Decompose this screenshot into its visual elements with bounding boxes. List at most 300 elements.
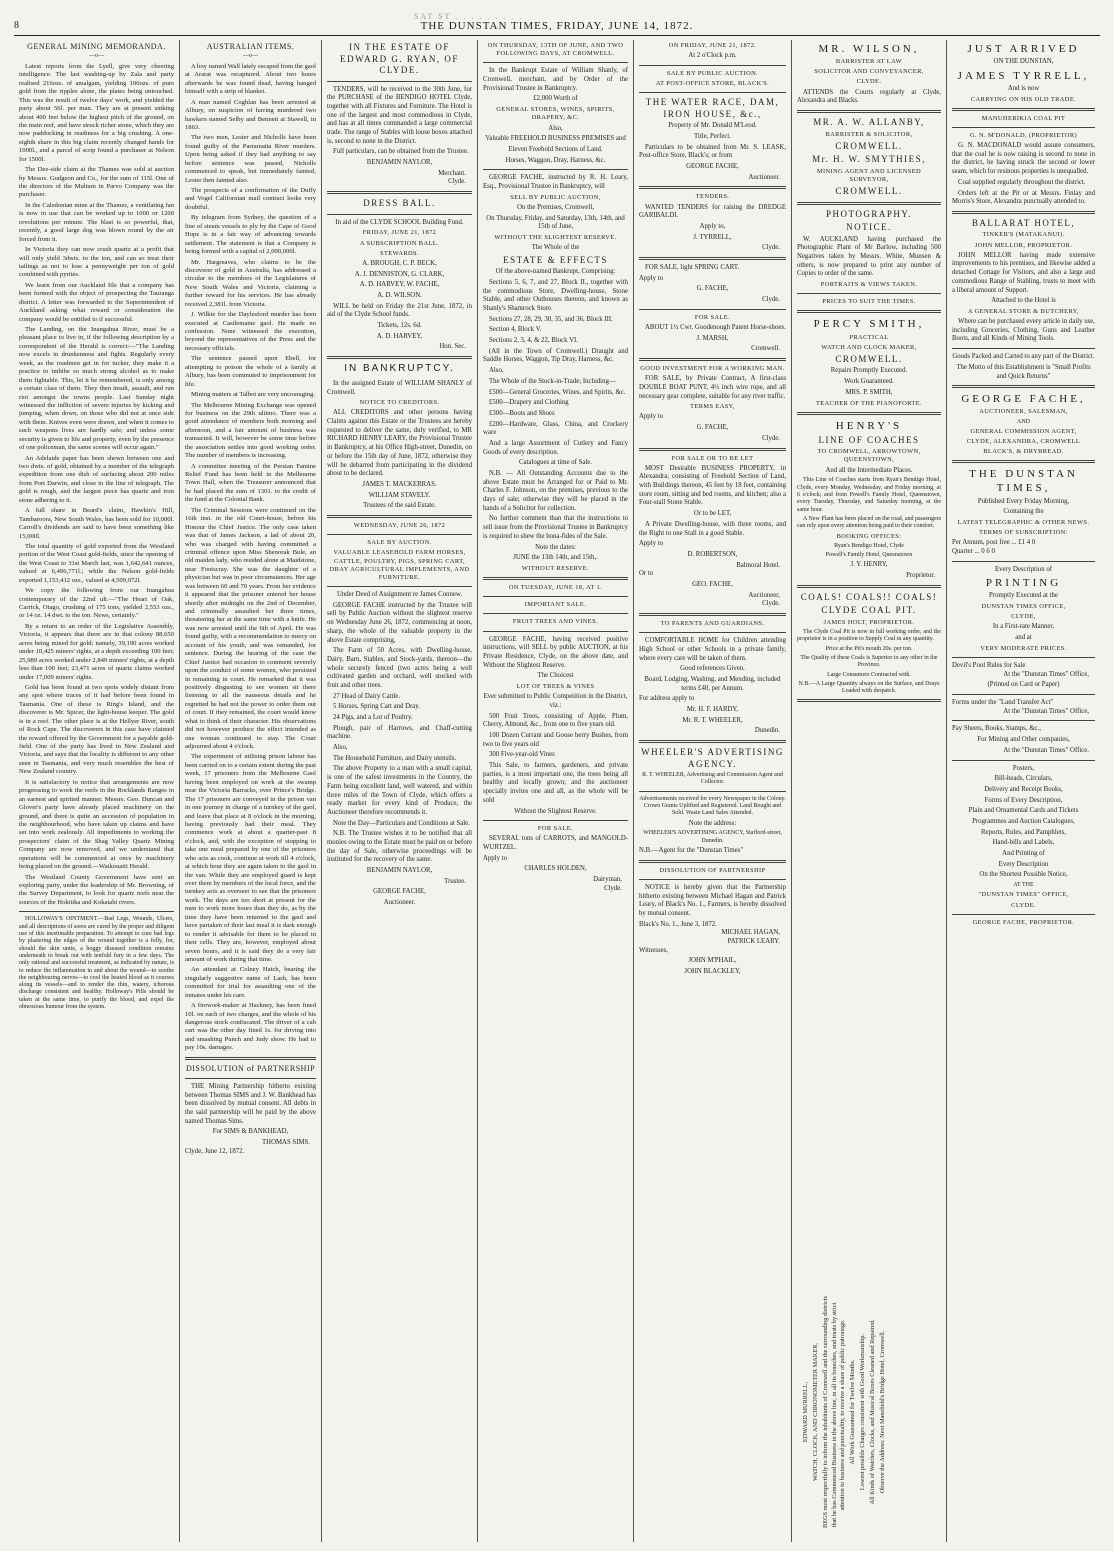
thursday-heading: ON THURSDAY, 13TH OF JUNE, AND TWO FOLLOWING DAYS, AT CROMWELL. bbox=[487, 42, 624, 58]
paragraph: Gold has been found at two spots widely distant from any spot where traces of it had before been found in Tasmania. One of these is Ring's Island, and the discoverer is Mr. Spicer, the light-house keeper. The gold is in a reef. The other place is at the Hellyer River, south of Rock Cape. The discoverers in this case have claimed the reward offered by the Government for a payable gold-field. One of the party has lived in New Zealand and Victoria, and says that the locality is different to any other seen in Tasmania, and very much resembles the best of New Zealand country. bbox=[19, 683, 174, 776]
divider bbox=[185, 1078, 316, 1079]
column-professional bbox=[792, 40, 947, 1542]
divider bbox=[639, 309, 786, 310]
catalogues: Catalogues at time of Sale. bbox=[518, 459, 593, 467]
printing: PRINTING bbox=[985, 577, 1062, 590]
paragraph: The experiment of utilising prison labour has been carried on to a certain extent during the past week, 17 prisoners from the Melbourne Gaol having been employed on work at the swamp near the Victoria Barracks, over Prince's Bridge. The 17 prisoners are conveyed in the prison van in one journey in charge of a turnkey of the gaol, and leave that place at 8 o'clock in the morning, having previously had their meal. They commence work at about a quarter-past 8 o'clock, and, with the exception of stopping to take one meal prepared by one of the prisoners who acts as cook, continue at work till 4 o'clock, at which hour they are again taken to the gaol in the van. While they are employed guard is kept over them by members of the local force, and the turnkey acts as overseer to see that the prisoners work. The days are too short at present for the men to work more hours than they do, as by the time they have been returned to the gaol and have partaken of their last meal it is dark enough to render it advisable for them to be placed in their cells. They are, however, employed about seven hours, and it is said they do a very fair amount of work during that time. bbox=[185, 753, 316, 963]
photography: PHOTOGRAPHY. bbox=[826, 208, 912, 219]
divider bbox=[639, 879, 786, 880]
divider bbox=[797, 585, 941, 588]
fruit-text: GEORGE FACHE, having received positive instructions, will SELL by public AUCTION, at his Private Residence, Clyde, on the above date, and Without the Slightest Reserve. bbox=[483, 635, 628, 669]
sale-let: FOR SALE OR TO BE LET bbox=[671, 454, 754, 462]
store: A GENERAL STORE & BUTCHERY, bbox=[968, 307, 1079, 315]
signature: Clyde. bbox=[448, 178, 466, 186]
nb-coal: N.B.—A Large Quantity always on the Surface, and Drays Loaded with despatch. bbox=[798, 680, 940, 695]
printing-item: Reports, Rules, and Pamphlets, bbox=[981, 828, 1066, 836]
dateline: Clyde, June 12, 1872. bbox=[185, 1147, 245, 1155]
percy-smith: PERCY SMITH, bbox=[813, 318, 925, 331]
orders: Orders left at the Pit or at Messrs. Finlay and Morris's Store, Alexandra punctually attended to. bbox=[952, 189, 1095, 206]
section-item: Sections 5, 6, 7, and 27, Block II., together with the commodious Store, Dwelling-house, Stone Stable, and other Outhouses thereon, and known as Shanly's Shamrock Store. bbox=[483, 278, 628, 313]
signature: Proprietor. bbox=[906, 572, 935, 580]
divider bbox=[797, 412, 941, 415]
divider bbox=[952, 720, 1095, 721]
sell-public: SELL BY PUBLIC AUCTION, bbox=[510, 193, 601, 201]
prices: PRICES TO SUIT THE TIMES. bbox=[822, 298, 916, 306]
signature: G. FACHE, bbox=[696, 285, 729, 293]
murrell-line: All Work Guaranteed for Twelve Months. bbox=[848, 1359, 856, 1465]
ever: Ever submitted to Public Competition in the District, viz.: bbox=[483, 693, 628, 709]
on-premises: On the Premises, Cromwell, bbox=[517, 203, 594, 211]
divider bbox=[327, 81, 472, 82]
bankruptcy-estate: In the assigned Estate of WILLIAM SHANLY of Cromwell. bbox=[327, 379, 472, 396]
ballarat: BALLARAT HOTEL, bbox=[971, 217, 1076, 228]
boat: FOR SALE, by Private Contract, A first-class DOUBLE BOAT PUNT, 4½ inch wire rope, and all necessary gear complete, suitable for any river traffic. bbox=[639, 375, 786, 400]
divider bbox=[483, 631, 628, 632]
carrying: CARRYING ON HIS OLD TRADE. bbox=[970, 95, 1077, 103]
price: Price at the Pit's mouth 20s. per ton. bbox=[825, 645, 913, 652]
wilson: MR. WILSON, bbox=[818, 43, 920, 55]
mellor-text: JOHN MELLOR having made extensive improvements to his premises, and likewise added a detached Cottage for Visitors, and also a large and commodious Range of Stabling, trusts to meet with a liberal amount of Support. bbox=[952, 251, 1095, 294]
stock-list bbox=[483, 389, 628, 458]
signature: THOMAS SIMS. bbox=[262, 1139, 310, 1147]
signature: G. FACHE, bbox=[696, 424, 729, 432]
witnesses: Witnesses, bbox=[639, 946, 668, 954]
paragraph: By a return to an order of the Legislative Assembly, Victoria, it appears that there are in that colony 88,650 acres being mined for gold; namely, 39,190 acres worked under 10,425 miners' rights, at a depth exceeding 100 feet; 25,989 acres worked under 2,849 miners' rights, at a depth less than 100 feet; 23,471 acres of quartz claims worked under 17,009 miners' rights. bbox=[19, 622, 174, 681]
published: Published Every Friday Morning, bbox=[977, 497, 1070, 505]
signature: MICHAEL HAGAN, bbox=[721, 929, 780, 937]
watch: WATCH AND CLOCK MAKER, bbox=[821, 343, 917, 351]
signature: BENJAMIN NAYLOR, bbox=[366, 159, 433, 167]
article-body bbox=[19, 63, 174, 907]
stock-item: £500—General Groceries, Wines, and Spirits, &c. bbox=[489, 388, 626, 396]
holt: JAMES HOLT, PROPRIETOR. bbox=[823, 618, 915, 626]
signature: Mr. H. F. HARDY, bbox=[686, 706, 739, 714]
booking2: Powell's Family Hotel, Queenstown bbox=[825, 552, 913, 559]
worth: £2,000 Worth of bbox=[533, 95, 578, 103]
for-mining: For Mining and Other companies, bbox=[977, 736, 1070, 744]
apply: Apply to bbox=[639, 413, 663, 421]
printing-item: Plain and Ornamental Cards and Tickets bbox=[968, 807, 1079, 815]
divider bbox=[952, 914, 1095, 915]
quality: The Quality of these Coals is Superior to any other in the Province. bbox=[800, 654, 938, 669]
divider bbox=[327, 515, 472, 518]
proprietor: GEORGE FACHE, PROPRIETOR. bbox=[972, 918, 1075, 926]
creditors-text: ALL CREDITORS and other persons having Claims against this Estate or the Trustees are hereby requested to deliver the same, duly verified, to MR RICHARD HENRY LEARY, the Provisional Trustee in Bankruptcy, at his Office High-street, Dunedin, on or before the 15th day of June, 1872, otherwise they will be debarred from participating in the dividend about to be declared. bbox=[327, 409, 472, 478]
ornament-divider: —o— bbox=[243, 53, 258, 60]
booking1: Ryan's Bendigo Hotel, Clyde bbox=[834, 542, 904, 549]
whole: The Whole of the bbox=[531, 244, 580, 252]
choicest: The Choicest bbox=[537, 672, 574, 680]
dunstan-times: THE DUNSTAN TIMES, bbox=[969, 468, 1078, 495]
printing-item: Hand-bills and Labels, bbox=[992, 839, 1055, 847]
repairs: Repairs Promptly Executed. bbox=[830, 367, 908, 375]
divider bbox=[952, 385, 1095, 388]
farm-item: 24 Pigs, and a Lot of Poultry. bbox=[333, 714, 413, 722]
dwelling: A Private Dwelling-house, with three rooms, and the Right to one Stall in a good Stable. bbox=[639, 520, 786, 537]
divider bbox=[639, 740, 786, 743]
steward-line: A. J. DENNISTON, G. CLARK, bbox=[354, 270, 445, 278]
at-dunstan: At the "Dunstan Times" Office, bbox=[1003, 670, 1089, 678]
ball-text: WILL be held on Friday the 21st June, 1872, in aid of the Clyde School funds. bbox=[327, 302, 472, 319]
top-text: In the Bankrupt Estate of William Shanly, of Cromwell, merchant, and by Order of the Provisional Trustee in Bankruptcy. bbox=[483, 67, 628, 92]
devils: Devil's Pool Rules for Sale bbox=[952, 662, 1026, 670]
freehold: Valuable FREEHOLD BUSINESS PREMISES and bbox=[485, 135, 626, 143]
trees-list bbox=[483, 713, 628, 760]
towns: CLYDE, ALEXANDRA, CROMWELL bbox=[966, 438, 1081, 445]
per-annum: Per Annum, post free ... £1 4 0 bbox=[952, 539, 1036, 547]
steward-line: A. D. HARVEY, W. FACHE, bbox=[359, 281, 440, 289]
coaches: LINE OF COACHES bbox=[818, 434, 920, 445]
estate-text: TENDERS, will be received to the 30th June, for the PURCHASE of the BENDIGO HOTEL Clyde, together with all Fixtures and Furniture. The Hotel is one of the largest and most commodious in Clyde, and has at all times commanded a large commercial trade. The range of Stables with loose boxes attached is, second to none in the District. bbox=[327, 85, 472, 145]
motto: The Motto of this Establishment is "Small Profits and Quick Returns" bbox=[956, 363, 1091, 380]
signature: Mr. R. T. WHEELER, bbox=[682, 716, 743, 724]
horses: Horses, Waggon, Dray, Harness, &c. bbox=[505, 156, 606, 164]
signature: Clyde. bbox=[762, 434, 780, 442]
signature: Auctioneer. bbox=[383, 899, 416, 907]
posters: Posters, bbox=[1012, 764, 1035, 772]
sections-list bbox=[483, 279, 628, 387]
divider bbox=[797, 310, 941, 313]
divider bbox=[952, 211, 1095, 214]
estate-effects: ESTATE & EFFECTS bbox=[503, 254, 608, 265]
latest: LATEST TELEGRAPHIC & OTHER NEWS. bbox=[957, 518, 1090, 526]
paragraph: The Dee-side claim at the Thames was sold at auction by Messrs. Gudgeon and Co., for the sum of 115l. One of the directors of the Multum in Parvo Company was the purchaser. bbox=[19, 166, 174, 199]
tyrrell: JAMES TYRRELL, bbox=[957, 69, 1090, 82]
nb-agent: N.B.—Agent for the "Dunstan Times" bbox=[639, 847, 744, 854]
stewards-list bbox=[327, 260, 472, 301]
important-sale: IMPORTANT SALE. bbox=[524, 601, 587, 609]
without-reserve: WITHOUT RESERVE. bbox=[521, 564, 590, 572]
promptly: Promptly Executed at the bbox=[989, 592, 1058, 600]
fruit-trees: FRUIT TREES AND VINES. bbox=[512, 618, 599, 626]
printing-item: Every Description bbox=[998, 860, 1049, 868]
stock-item: £500—Drapery and Clothing bbox=[489, 399, 569, 407]
signature: WILLIAM STAVELY. bbox=[368, 491, 431, 499]
divider bbox=[639, 257, 786, 260]
signature: Trustee. bbox=[444, 877, 466, 885]
signature: JAMES T. MACKERRAS. bbox=[362, 480, 437, 488]
signature: J. MARSH, bbox=[696, 334, 729, 342]
and: AND bbox=[1017, 418, 1030, 425]
blacks: BLACK'S, & DRYBREAD. bbox=[983, 448, 1064, 456]
mcdonald: G. N. M'DONALD, (PROPRIETOR) bbox=[969, 131, 1078, 139]
store-text: Where can be purchased every article in daily use, including Groceries, Clothing, Guns and Leather Boots, and all Kinds of Mining Tools. bbox=[952, 318, 1095, 343]
signature: Hon. Sec. bbox=[439, 343, 466, 351]
and-now: And is now bbox=[1007, 84, 1040, 92]
paragraph: Latest reports from the Lyell, give very cheering intelligence. The last washing-up by Zala and party realised 216ozs. of amalgam, yielding 100ozs. of pure gold from the ripples alone, the plates being untouched. This was the result of twelve days' work, and yielded the party about 56l. per man. They are at present sinking about 400 feet below the highest pitch of the ground, on the main reef, and have struck richer stone, which they are now paddocking in readiness for a big crushing. A one-eighth share in this big claim recently changed hands for 1000l., and a parcel of scrip found a purchaser at Nelson for 1500l. bbox=[19, 62, 174, 163]
pay-sheets: Pay Sheets, Books, Stamps, &c., bbox=[952, 725, 1041, 733]
subscription-ball: A SUBSCRIPTION BALL. bbox=[359, 239, 440, 247]
goods: Goods Packed and Carted to any part of the District. bbox=[952, 353, 1095, 361]
page-number: 8 bbox=[14, 20, 20, 31]
divider bbox=[797, 110, 941, 113]
coal-supplied: Coal supplied regularly throughout the district. bbox=[958, 178, 1086, 186]
lot-trees: LOT OF TREES & VINES bbox=[516, 683, 595, 691]
practical: PRACTICAL bbox=[849, 333, 889, 341]
paragraph: We copy the following from our Inangahua contemporary of the 22nd ult.—"The Heart of Oak, Carrick, Otago, crushing of 175 tons, yielded 2,553 ozs., or 14 oz. 14 dwt. to the ton. News, certainly." bbox=[19, 587, 174, 620]
solicitor: SOLICITOR AND CONVEYANCER, bbox=[814, 68, 924, 76]
paragraph: An attendant at Colney Hatch, bearing the singularly suggestive name of Lash, has been committed for trial for assaulting one of the inmates under his care. bbox=[185, 966, 316, 999]
paragraph: Mr. Hargreaves, who claims to be the discoverer of gold in Australia, has addressed a circular to the members of the Legislatures of New South Wales and Victoria, claiming a further reward for his services. He has already received 2,381l. from Victoria. bbox=[185, 258, 316, 308]
wheeler-addr: WHEELER'S ADVERTISING AGENCY, Stafford-street, Dunedin. bbox=[643, 830, 782, 844]
tickets: Tickets, 12s. 6d. bbox=[377, 322, 422, 329]
farm-item: 5 Horses, Spring Cart and Dray. bbox=[333, 703, 420, 711]
divider bbox=[19, 911, 174, 912]
paragraph: A full share in Beard's claim, Hawkin's Hill, Tambaroora, New South Wales, has been sold for 10,000l. Carroll's dividends are said to have been something like 15,000l. bbox=[19, 507, 174, 540]
printing-item: Delivery and Receipt Books, bbox=[984, 785, 1063, 793]
mellor: JOHN MELLOR, PROPRIETOR. bbox=[974, 241, 1073, 249]
note-day: Note the Day—Particulars and Conditions at Sale. bbox=[333, 819, 470, 827]
divider bbox=[327, 356, 472, 359]
cromwell2: CROMWELL. bbox=[835, 186, 903, 197]
sale-items: VALUABLE LEASEHOLD FARM HORSES, CATTLE, POULTRY, PIGS, SPRING CART, DRAY AGRICULTURAL IMPLEMENTS, AND FURNITURE. bbox=[329, 549, 470, 581]
divider bbox=[483, 169, 628, 170]
divider bbox=[327, 534, 472, 535]
signature: GEORGE FACHE, bbox=[373, 888, 426, 896]
divider bbox=[639, 186, 786, 189]
wheelers-agency: WHEELER'S ADVERTISING AGENCY. bbox=[641, 747, 784, 769]
at-dunstan: At the "Dunstan Times" Office, bbox=[1003, 707, 1089, 715]
signature: Clyde. bbox=[762, 600, 780, 608]
clyde2: CLYDE. bbox=[1011, 901, 1036, 909]
dissolution-heading: DISSOLUTION of PARTNERSHIP bbox=[185, 1063, 316, 1073]
paragraph: The Westland County Government have sent an exploring party, under the leadership of Mr. Browning, of the Survey Department, to look for quartz reefs near the sources of the Hokitika and Kokatahi rivers. bbox=[19, 873, 174, 906]
coal-text: The Clyde Coal Pit is now in full working order, and the proprietor is in a position to Supply Coal in any quantity. bbox=[797, 628, 941, 643]
divider bbox=[639, 791, 786, 792]
divider bbox=[952, 127, 1095, 128]
divider bbox=[327, 214, 472, 215]
office: DUNSTAN TIMES OFFICE, bbox=[981, 603, 1066, 611]
for-sale: FOR SALE. bbox=[537, 825, 574, 833]
printing-item: Programmes and Auction Catalogues, bbox=[972, 817, 1075, 825]
signature: JOHN BLACKLEY, bbox=[684, 968, 741, 976]
first-rate: In a First-rate Manner, bbox=[992, 623, 1055, 631]
paragraph: A man named Coghlan has been arrested at Albury, on suspicion of having murdered two hawkers named Selby and Bennett at Stawell, in 1863. bbox=[185, 98, 316, 131]
newspaper-page bbox=[14, 40, 1100, 1542]
section-item: Also, bbox=[489, 367, 504, 375]
notice-creditors: NOTICE TO CREDITORS. bbox=[359, 399, 440, 407]
divider bbox=[639, 358, 786, 361]
deed: Under Deed of Assignment re James Connew. bbox=[336, 591, 463, 599]
divider bbox=[639, 860, 786, 863]
nb-text: N.B. The Trustee wishes it to be notified that all monies owing to the Estate must be paid on or before the day of Sale, otherwise proceedings will be instituted for the recovery of the same. bbox=[327, 830, 472, 864]
post-office: AT POST-OFFICE STORE, BLACK'S. bbox=[655, 80, 770, 88]
terms: TERMS OF SUBSCRIPTION: bbox=[979, 529, 1068, 537]
home-text: COMFORTABLE HOME for Children attending High School or other Schools in a private family, where every care will be taken of them. bbox=[639, 637, 786, 662]
section-heading: AUSTRALIAN ITEMS. bbox=[206, 42, 295, 51]
section-item: Section 4, Block V. bbox=[489, 326, 542, 334]
work: Work Guaranteed. bbox=[844, 378, 894, 386]
or-to: Or to bbox=[639, 570, 654, 578]
tinkers: TINKER'S (MATAKANUI). bbox=[982, 231, 1065, 239]
every-desc: Every Description of bbox=[994, 565, 1052, 573]
friday-heading: ON FRIDAY, JUNE 21, 1872. bbox=[668, 42, 757, 49]
divider bbox=[952, 460, 1095, 463]
carrots: SEVERAL tons of CARROTS, and MANGOLD-WURTZEL. bbox=[483, 835, 628, 852]
dissolution-text: NOTICE is hereby given that the Partnership hitherto existing between Michael Hagan and Patrick Leary, of Black's No. 1., Farmers, is hereby dissolved by mutual consent. bbox=[639, 883, 786, 917]
printing-item: Forms of Every Description, bbox=[984, 796, 1063, 804]
mrs-smith: MRS. P. SMITH, bbox=[845, 388, 893, 396]
ads-text: Advertisements received for every Newspaper in the Colony. Crown Grants Uplifted and Registered. Land Bought and Sold. Waste Land Sales Attended. bbox=[639, 795, 786, 817]
dissolution-text: THE Mining Partnership hitherto existing between Thomas SIMS and J. W. Bankhead has been dissolved by mutual consent. All debts in the said partnership will be paid by the above named Thomas Sims. bbox=[185, 1083, 316, 1125]
signature: Balmoral Hotel. bbox=[736, 561, 780, 569]
tenders: TENDERS. bbox=[695, 193, 730, 201]
signature: For SIMS & BANKHEAD, bbox=[212, 1128, 289, 1136]
printed: (Printed on Card or Paper) bbox=[987, 681, 1060, 689]
farm-list bbox=[327, 647, 472, 763]
signature: Dairyman, bbox=[593, 876, 622, 884]
murrell-line: BEGS most respectfully to inform the inhabitants of Cromwell and the surrounding districts that he has Commenced Business in the above line, in all its branches, and trusts by strict attention to business and punctuality, to receive a share of public patronage. bbox=[822, 1296, 846, 1528]
farm-text: The above Property to a man with a small capital, is one of the safest investments in the Country, the Farm being excellent land, well watered, and within three miles of the Town of Clyde, which offers a ready market for every kind of Produce, the Auctioneer therefore recommends it. bbox=[327, 765, 472, 816]
signature: Clyde. bbox=[762, 296, 780, 304]
sale-public: SALE BY PUBLIC AUCTION. bbox=[666, 69, 759, 77]
moderate: VERY MODERATE PRICES. bbox=[980, 644, 1067, 652]
signature: PATRICK LEARY. bbox=[727, 938, 780, 945]
stewards: STEWARDS. bbox=[380, 249, 419, 257]
paragraph: The Criminal Sessions were continued on the 16th inst. in the old Court-house, before his Honour the Chief Justice. The only case taken was that of James Jackson, a lad of about 20, who was charged with having committed a criminal offence upon Miss Shenorak Bule, an old maiden lady, who resided alone at Maidstone, near Footscray. She was the daughter of a physician but was in poor circumstances. Her age was between 60 and 70 years. From her evidence it appeared that the prisoner entered her house shortly after midnight on the 2nd of December, and criminally assaulted her three times, threatening her at the same time with a knife. He was now arrested until the 6th of April. He was found guilty, with a recommendation to mercy on account of his youth, and was remanded, for sentence. During the hearing of the case the Chief Justice had occasion to comment severely upon the conduct of some women, who persisted in remaining in court. He remarked that it was positively disgusting to see women sit there listening to all the nauseous details and he regretted he had not the power to order them out of court. If they remained, the court would know what to think of their character. His observations did not however produce the effect intended as one woman continued to stay. The Court adjourned about 4 o'clock. bbox=[185, 506, 316, 751]
forms: Forms under the "Land Transfer Act" bbox=[952, 699, 1054, 707]
column-australian-items bbox=[180, 40, 322, 1542]
particulars: Particulars to be obtained from Mr. S. LEASK, Post-office Store, Black's; or from bbox=[639, 143, 786, 160]
tree-item: 500 Fruit Trees, consisting of Apple, Plum, Cherry, Almond, &c., from one to five years old. bbox=[483, 712, 628, 729]
signature: Merchant. bbox=[438, 169, 466, 177]
apply: Apply to bbox=[639, 274, 663, 282]
apply: Apply to, bbox=[699, 222, 726, 230]
signature: Clyde. bbox=[604, 884, 622, 892]
holloway-ad: HOLLOWAY'S OINTMENT.—Bad Legs, Wounds, Ulcers, and all descriptions of sores are cured by the proper and diligent use of this inestimable preparation. To attempt to cure bad legs by plastering the edges of the wound together is a folly, for, should the skin unite, a boggy diseased condition remains underneath to break out with tenfold fury in a few days. The only rational and successful treatment, as indicated by nature, is to reduce the inflammation in and about the wound—to soothe the neighbouring nerves—to cool the heated blood as it courses along its vessels—and to render the thin, watery, ichorous discharge consistent and healthy. Holloway's Pills should be taken at the same time, to purify the blood, and expel the obnoxious humour from the system. bbox=[19, 916, 174, 1011]
paragraph: Mining matters at Talbot are very encouraging. bbox=[191, 391, 316, 399]
paragraph: J. Wilkie for the Daylesford murder has been executed at Castlemaine gaol. He made no confession. None witnessed the execution, beyond the representatives of the Press and the necessary officials. bbox=[185, 311, 316, 352]
divider bbox=[952, 348, 1095, 349]
and-at: and at bbox=[1015, 634, 1032, 642]
good-investment: GOOD INVESTMENT FOR A WORKING MAN. bbox=[640, 365, 785, 373]
column-general-mining bbox=[14, 40, 180, 1542]
signature: Dunedin. bbox=[754, 727, 780, 735]
murrell-line: WATCH, CLOCK, AND CHRONOMETER MAKER, bbox=[812, 1343, 820, 1482]
teacher: TEACHER OF THE PIANOFORTE. bbox=[815, 399, 923, 407]
attached: Attached to the Hotel is bbox=[991, 297, 1056, 305]
barrister: BARRISTER AT LAW bbox=[835, 58, 903, 66]
photo-text: W. AUCKLAND having purchased the Photographic Plant of Mr Barlow, including 500 Negatives taken by Messrs. White, Munsen & others, is now prepared to print any number of Copies to order of the same. bbox=[797, 235, 941, 278]
printing-item: Bill-heads, Circulars, bbox=[994, 775, 1053, 783]
fache-text: GEORGE FACHE instructed by the Trustee will sell by Public Auction without the slightest reserve on Wednesday June 26, 1872, commencing at noon, sharp, the whole of the valuable property in the above Estate comprising, bbox=[327, 601, 472, 644]
murrell-ad-rotated bbox=[802, 1292, 944, 1538]
booking: BOOKING OFFICES: bbox=[836, 532, 902, 540]
on-dunstan: ON THE DUNSTAN, bbox=[993, 58, 1054, 66]
paragraph: In Victoria they can now crush quartz at a profit that will only yield 3dwts. to the ton, and can so treat their tailings as not to lose a pennyweight per ton of gold combined with pyrites. bbox=[19, 246, 174, 279]
divider bbox=[639, 632, 786, 633]
manuherikia: MANUHERIKIA COAL PIT bbox=[981, 114, 1066, 122]
nb-text: N.B. — All Outstanding Accounts due to the above Estate must be Arranged for or Paid to Mr. Charles F. Johnson, on the premises, previous to the days of sale; otherwise they will be placed in the hands of a Solicitor for collection. bbox=[483, 470, 628, 512]
ball-date: FRIDAY, JUNE 21, 1872 bbox=[362, 229, 437, 237]
time: At 2 o'Clock p.m. bbox=[688, 52, 737, 60]
column-notices bbox=[947, 40, 1100, 1542]
signature: GEORGE FACHE, bbox=[686, 163, 739, 171]
section-item: Sections 27, 28, 29, 30, 35, and 36, Block III. bbox=[489, 315, 613, 323]
attends: ATTENDS the Courts regularly at Clyde, Alexandra and Blacks. bbox=[797, 88, 941, 105]
coach-text: This Line of Coaches starts from Ryan's Bendigo Hotel, Clyde, every Monday, Wednesday, and Friday morning, at 6 o'clock; and from Powell's Family Hotel, Queenstown, every Tuesday, Thursday, and Saturday morning, at the same hour. bbox=[797, 477, 941, 513]
divider bbox=[483, 62, 628, 63]
allanby: MR. A. W. ALLANBY, bbox=[813, 117, 925, 128]
signature: JOHN M'PHAIL, bbox=[688, 957, 737, 965]
signature: J. TYRRELL, bbox=[693, 233, 732, 241]
wanted: WANTED TENDERS for raising the DREDGE GARIBALDI. bbox=[639, 203, 786, 220]
printing-list bbox=[952, 775, 1095, 880]
paragraph: By telegram from Sydney, the question of a line of steam vessels to ply by the Cape of Good Hope is in a fair way of advancing towards settlement. The statement is that a Company is being formed with a capital of 2,000,000l. bbox=[185, 214, 316, 256]
mcd-text: G. N. MACDONALD would assure consumers, that the coal he is now raising is second to none in the district, he having struck the second or lower seam, which for resinous properties is unequalled. bbox=[952, 142, 1095, 176]
at-the: AT THE bbox=[1013, 882, 1034, 889]
apply: Apply to bbox=[483, 854, 507, 862]
without-reserve: Without the Slightest Reserve. bbox=[514, 807, 597, 815]
divider bbox=[185, 1057, 316, 1060]
large: Large Consumers Contracted with. bbox=[827, 671, 911, 678]
stock-item: And a large Assortment of Cutlery and Fancy Goods of every description. bbox=[483, 439, 628, 456]
tree-item: 100 Dozen Currant and Goose berry Bushes, from two to five years old bbox=[483, 732, 628, 748]
property-text: MOST Desirable BUSINESS PROPERTY, in Alexandra; consisting of Freehold Section of Land, with Buildings thereon, 45 feet by 18 feet, containing store room, sitting and bed rooms, and kitchen; also a Four-stall Stone Stable. bbox=[639, 464, 786, 507]
auctioneer: AUCTIONEER, SALESMAN, bbox=[979, 408, 1068, 416]
above-named: Of the above-named Bankrupt, Comprising: bbox=[495, 268, 616, 276]
water-race: THE WATER RACE, DAM, IRON HOUSE, &c., bbox=[645, 97, 780, 119]
paragraph: It is satisfactory to notice that arrangements are now progressing to work the reefs in the Rocklands Ranges in an earnest and spirited manner. Messrs. Geo. Duncan and Glover's party have already placed machinery on the ground, and there is quite an accession of population in the neighbourhood, who have taken up claims and have set into work zealously. All impediments to working the prospectors' claim of the Shag Valley Quartz Mining Company are now removed, and we understand that operations will be commenced at once by machinery being placed on the ground.—Waikouaiti Herald. bbox=[19, 778, 174, 871]
no-further: No further comment than that the instructions to sell issue from the Provisional Trustee in Bankruptcy is required to shew the bona-fides of the Sale. bbox=[483, 515, 628, 540]
bankruptcy-heading: IN BANKRUPTCY. bbox=[344, 363, 455, 375]
masthead-strip: SAT ST . . . . . . . . . bbox=[414, 12, 524, 21]
sale-text: This Sale, to farmers, gardeners, and private parties, is a most important one, the trees being all healthy and locally grown; and the auctioneer specially invites one and all, as the whole will be sold bbox=[483, 762, 628, 804]
estate-text: Full particulars, can be obtained from the Trustee. bbox=[333, 148, 469, 156]
without-reserve: WITHOUT THE SLIGHTEST RESERVE. bbox=[494, 233, 617, 241]
coals: COALS! COALS!! COALS! bbox=[800, 591, 938, 602]
note-dates: Note the dates: bbox=[535, 543, 576, 551]
address: For address apply to bbox=[639, 695, 695, 703]
divider bbox=[797, 202, 941, 205]
clyde: CLYDE, bbox=[1011, 613, 1036, 621]
signature: Auctioneer. bbox=[748, 173, 780, 181]
mining-agent: MINING AGENT AND LICENSED SURVEYOR, bbox=[816, 167, 922, 183]
section-item: Sections 2, 3, 4, & 22, Block VI. bbox=[489, 337, 578, 345]
eleven-sections: Eleven Freehold Sections of Land. bbox=[508, 145, 603, 153]
column-estate-notices bbox=[322, 40, 478, 1542]
george-fache: GEORGE FACHE, bbox=[961, 393, 1086, 406]
divider bbox=[327, 586, 472, 587]
ornament-divider: —o— bbox=[89, 53, 104, 60]
divider bbox=[483, 613, 628, 614]
stock-item: £200—Hardware, Glass, China, and Crockery ware bbox=[483, 420, 628, 437]
divider bbox=[952, 694, 1095, 695]
june-dates: JUNE the 13th 14th, and 15th,. bbox=[513, 554, 598, 562]
column-classifieds bbox=[634, 40, 792, 1542]
clyde-coal: CLYDE COAL PIT. bbox=[821, 605, 917, 616]
tuesday-heading: ON TUESDAY, JUNE 18, AT 1. bbox=[508, 584, 603, 592]
note-addr: Note the address: bbox=[688, 819, 737, 827]
board: Board, Lodging, Washing, and Mending, included terms £40, per Annum. bbox=[644, 675, 781, 692]
farm-item: The Household Furniture, and Dairy utensils. bbox=[333, 754, 457, 762]
column-auctions bbox=[478, 40, 634, 1542]
general: GENERAL COMMISSION AGENT, bbox=[970, 427, 1077, 435]
divider bbox=[952, 760, 1095, 761]
divider bbox=[639, 65, 786, 66]
also: Also, bbox=[548, 124, 563, 132]
notice: NOTICE. bbox=[846, 222, 892, 233]
steward-line: A. D. WILSON. bbox=[377, 291, 422, 299]
just-arrived: JUST ARRIVED bbox=[967, 43, 1080, 55]
divider bbox=[639, 613, 786, 616]
murrell-line: All Kinds of Watches, Clocks, and Musical Boxes Cleaned and Repaired. bbox=[869, 1319, 877, 1505]
divider bbox=[327, 191, 472, 194]
paragraph: The prospects of a confirmation of the Duffy and Vogel Californian mail contract looks very doubtful. bbox=[185, 187, 316, 211]
paragraph: We learn from our Auckland file that a company has been formed with the object of prospecting the Tauranga district. A letter was forwarded to the Superintendent of Auckland asking what reward or consideration the company would be entitled to if successful. bbox=[19, 281, 174, 323]
sale-auction: SALE BY AUCTION. bbox=[367, 539, 432, 547]
dateline: Black's No. 1., June 3, 1872. bbox=[639, 920, 717, 928]
